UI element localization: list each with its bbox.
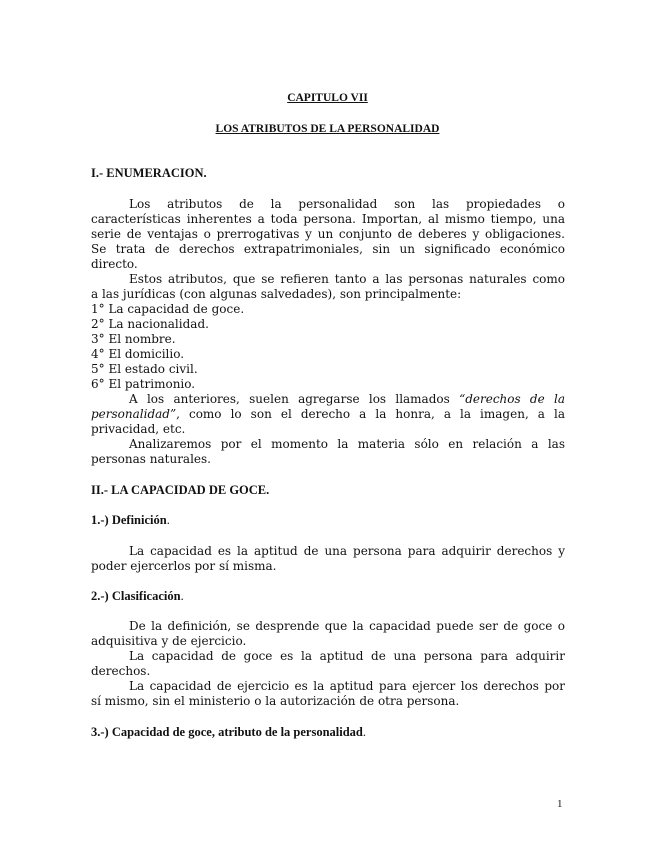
chapter-subtitle: LOS ATRIBUTOS DE LA PERSONALIDAD [215,123,440,135]
section-heading-enumeracion: I.- ENUMERACION. [91,166,207,180]
paragraph-line: a las jurídicas (con algunas salvedades), son principalmente: [91,287,462,301]
paragraph-line: La capacidad es la aptitud de una persona para adquirir derechos y [129,544,565,558]
subsection-heading-capacidad-atributo: 3.-) Capacidad de goce, atributo de la personalidad. [91,725,367,739]
paragraph-line: serie de ventajas o prerrogativas y un conjunto de deberes y obligaciones. [91,227,565,241]
paragraph-line: directo. [91,257,138,271]
page-number: 1 [557,798,563,810]
paragraph-line: Analizaremos por el momento la materia sólo en relación a las [129,437,565,451]
paragraph-line: poder ejercerlos por sí misma. [91,559,277,573]
subsection-heading-clasificacion: 2.-) Clasificación. [91,589,184,603]
paragraph-line: adquisitiva y de ejercicio. [91,634,247,648]
paragraph-text: , como lo son el derecho a la honra, a la imagen, a la [176,407,565,421]
paragraph-line: La capacidad de goce es la aptitud de una persona para adquirir [129,649,565,663]
paragraph-line [91,407,565,422]
italic-term: personalidad” [91,407,177,421]
paragraph-line [91,392,565,407]
subsection-heading-definicion: 1.-) Definición. [91,513,170,527]
list-item: 5° El estado civil. [91,362,198,376]
list-item: 4° El domicilio. [91,347,185,361]
paragraph-line: características inherentes a toda persona. Importan, al mismo tiempo, una [91,212,565,226]
paragraph-line: personas naturales. [91,452,211,466]
chapter-title: CAPITULO VII [287,92,368,104]
list-item: 6° El patrimonio. [91,377,196,391]
section-heading-capacidad-de-goce: II.- LA CAPACIDAD DE GOCE. [91,483,270,497]
paragraph-text: A los anteriores, suelen agregarse los llamados [129,392,460,406]
list-item: 2° La nacionalidad. [91,317,209,331]
list-item: 1° La capacidad de goce. [91,302,245,316]
italic-term: “derechos de la [459,392,565,406]
paragraph-line: privacidad, etc. [91,422,186,436]
list-item: 3° El nombre. [91,332,176,346]
paragraph-line: De la definición, se desprende que la capacidad puede ser de goce o [129,619,565,633]
paragraph-line: Se trata de derechos extrapatrimoniales, sin un significado económico [91,242,565,256]
paragraph-line: sí mismo, sin el ministerio o la autorización de otra persona. [91,694,460,708]
paragraph-line: derechos. [91,664,151,678]
paragraph-line: La capacidad de ejercicio es la aptitud para ejercer los derechos por [129,679,565,693]
paragraph-line: Estos atributos, que se refieren tanto a las personas naturales como [129,272,565,286]
paragraph-line: Los atributos de la personalidad son las propiedades o [129,197,565,211]
